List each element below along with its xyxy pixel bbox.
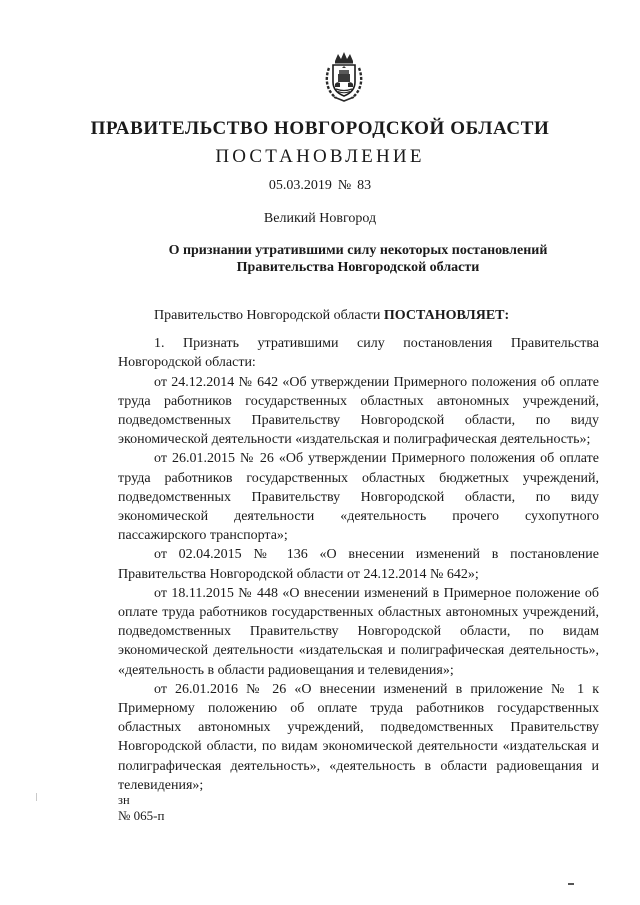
paragraph: от 26.01.2015 № 26 «Об утверждении Примерного положения об оплате труда работников государственных областных бюджетных учреждений, подведомственных Правительству Новгородской области, по виду экономической деятельности «деятельность прочего сухопутного пассажирского транспорта»; <box>118 451 599 544</box>
decree-word: ПОСТАНОВЛЯЕТ: <box>383 308 510 323</box>
government-title: ПРАВИТЕЛЬСТВО НОВГОРОДСКОЙ ОБЛАСТИ <box>90 118 550 139</box>
footer-reference: № 065-п <box>118 808 165 823</box>
paragraph: от 26.01.2016 № 26 «О внесении изменений в приложение № 1 к Примерному положению об оплате труда работников государственных областных автономных учреждений, подведомственных Правительству Новгородской области, по видам экономической деятельности «издательская и полиграфическая деятельность», «деятельность в области радиовещания и телевидения»; <box>118 681 599 793</box>
subject-line: Правительства Новгородской области <box>236 260 480 275</box>
document-number: 83 <box>357 178 372 193</box>
paragraph: 1. Признать утратившими силу постановления Правительства Новгородской области: <box>118 336 599 371</box>
number-sign: № <box>337 178 352 193</box>
subject-line: О признании утратившими силу некоторых постановлений <box>168 243 548 258</box>
paragraph: от 02.04.2015 № 136 «О внесении изменений в постановление Правительства Новгородской области от 24.12.2014 № 642»; <box>118 547 599 582</box>
city: Великий Новгород <box>263 211 377 226</box>
document-subject <box>118 242 598 276</box>
document-date: 05.03.2019 <box>268 178 332 193</box>
document-type: ПОСТАНОВЛЕНИЕ <box>215 146 425 167</box>
novgorod-coat-of-arms-icon <box>323 52 365 102</box>
paragraph: от 18.11.2015 № 448 «О внесении изменений в Примерное положение об оплате труда работников государственных областных автономных учреждений, подведомственных Правительству Новгородской области, по видам экономической деятельности «издательская и полиграфическая деятельность», «деятельность в области радиовещания и телевидения»; <box>118 585 599 678</box>
document-date-number <box>0 178 640 194</box>
scan-mark <box>568 883 574 885</box>
document-body <box>118 306 599 795</box>
scan-mark <box>36 793 37 801</box>
footer-initials: зн <box>118 793 130 807</box>
decree-intro: Правительство Новгородской области <box>154 308 384 323</box>
decree-line <box>118 306 599 325</box>
paragraph: от 24.12.2014 № 642 «Об утверждении Примерного положения об оплате труда работников государственных областных автономных учреждений, подведомственных Правительству Новгородской области, по виду экономической деятельности «издательская и полиграфическая деятельность»; <box>118 374 599 448</box>
